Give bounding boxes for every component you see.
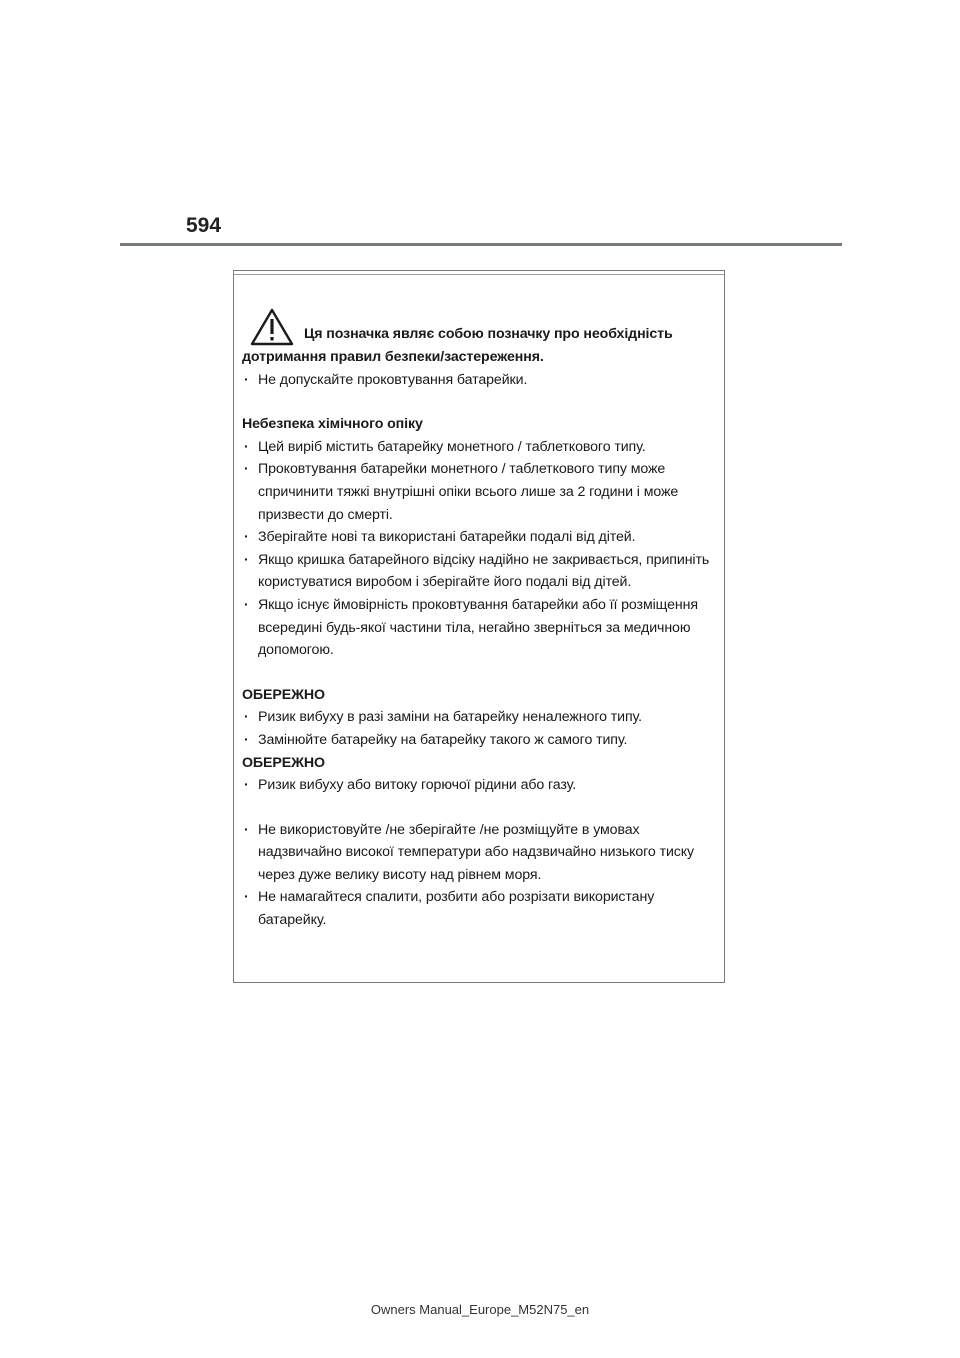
section2-item: · Ризик вибуху в разі заміни на батарейку неналежного типу.	[242, 706, 718, 729]
notice-content	[242, 308, 718, 932]
section1-heading: Небезпека хімічного опіку	[242, 416, 423, 433]
section4-item: · Не використовуйте /не зберігайте /не розміщуйте в умовах надзвичайно високої температури або надзвичайно низького тиску через дуже велику висоту над рівнем моря.	[242, 819, 718, 887]
section3-item: · Ризик вибуху або витоку горючої рідини або газу.	[242, 774, 718, 797]
section2-item: · Замінюйте батарейку на батарейку такого ж самого типу.	[242, 729, 718, 752]
section3-heading: ОБЕРЕЖНО	[242, 754, 325, 771]
section4-item: · Не намагайтеся спалити, розбити або розрізати використану батарейку.	[242, 886, 718, 931]
page-number: 594	[186, 214, 222, 237]
warning-intro-row	[242, 308, 718, 346]
section1-item: · Цей виріб містить батарейку монетного / таблеткового типу.	[242, 436, 718, 459]
intro-line-1: Ця позначка являє собою позначку про необхідність	[304, 326, 673, 343]
section1-item: · Якщо кришка батарейного відсіку надійно не закривається, припиніть користуватися виробом і зберігайте його подалі від дітей.	[242, 549, 718, 594]
page-footer: Owners Manual_Europe_M52N75_en	[370, 1302, 590, 1317]
header-rule	[120, 243, 842, 246]
section1-item: · Якщо існує ймовірність проковтування батарейки або її розміщення всередині будь-якої частини тіла, негайно зверніться за медичною допомогою.	[242, 594, 718, 662]
section2-heading: ОБЕРЕЖНО	[242, 686, 325, 703]
notice-box-top-line	[233, 274, 725, 275]
section1-item: · Зберігайте нові та використані батарейки подалі від дітей.	[242, 526, 718, 549]
intro-line-2: дотримання правил безпеки/застереження.	[242, 349, 544, 365]
section1-item: · Проковтування батарейки монетного / таблеткового типу може спричинити тяжкі внутрішні опіки всього лише за 2 години і може призвести до смерті.	[242, 458, 718, 526]
warning-triangle-icon	[250, 308, 294, 346]
intro-item: · Не допускайте проковтування батарейки.	[242, 369, 718, 392]
